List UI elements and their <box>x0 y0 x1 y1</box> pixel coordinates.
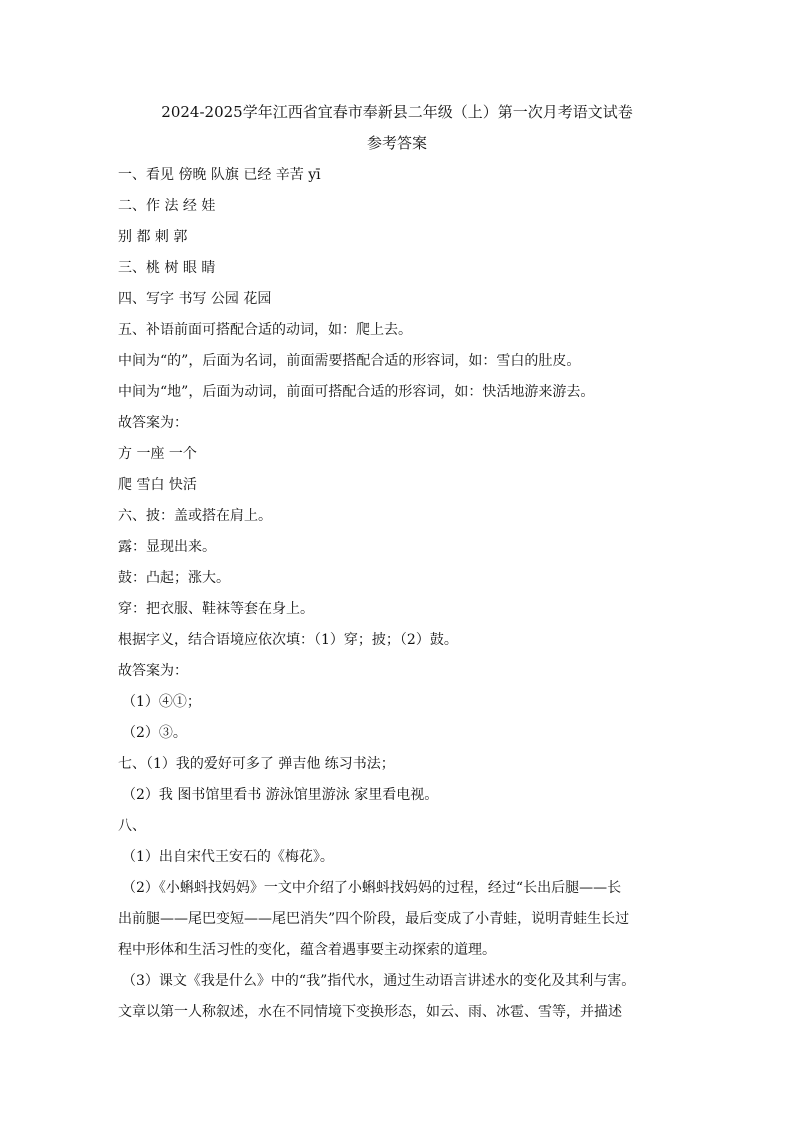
answer-line: 程中形体和生活习性的变化，蕴含着遇事要主动探索的道理。 <box>118 942 496 958</box>
answer-line: 故答案为： <box>118 663 188 679</box>
answer-line: （2）我 图书馆里看书 游泳馆里游泳 家里看电视。 <box>122 787 439 803</box>
answer-line: 穿：把衣服、鞋袜等套在身上。 <box>118 601 314 617</box>
document-title: 2024-2025学年江西省宜春市奉新县二年级（上）第一次月考语文试卷 <box>161 103 633 121</box>
answer-section-6: 六、披：盖或搭在肩上。 <box>118 508 272 524</box>
answer-section-7: 七、（1）我的爱好可多了 弹吉他 练习书法； <box>118 756 395 772</box>
answer-line: 爬 雪白 快活 <box>118 477 197 493</box>
answer-line: （2）《小蝌蚪找妈妈》一文中介绍了小蝌蚪找妈妈的过程，经过“长出后腿——长 <box>122 880 622 896</box>
answer-line: 文章以第一人称叙述，水在不同情境下变换形态，如云、雨、冰雹、雪等，并描述 <box>118 1004 622 1020</box>
answer-section-4: 四、写字 书写 公园 花园 <box>118 291 272 307</box>
answer-line: （1）出自宋代王安石的《梅花》。 <box>122 849 334 865</box>
answer-line: （2）③。 <box>122 725 187 741</box>
answer-line: 故答案为： <box>118 415 188 431</box>
answer-line: 出前腿——尾巴变短——尾巴消失”四个阶段，最后变成了小青蛙，说明青蛙生长过 <box>118 911 630 927</box>
answer-section-3: 三、桃 树 眼 睛 <box>118 260 216 276</box>
answer-line: 根据字义，结合语境应依次填：（1）穿；披；（2）鼓。 <box>118 632 458 648</box>
answer-line: 露：显现出来。 <box>118 539 216 555</box>
answer-line: 中间为“的”，后面为名词，前面需要搭配合适的形容词，如：雪白的肚皮。 <box>118 353 581 369</box>
answer-line: 中间为“地”，后面为动词，前面可搭配合适的形容词，如：快活地游来游去。 <box>118 384 595 400</box>
answer-section-8: 八、 <box>118 818 146 834</box>
answer-line: （1）④①； <box>122 694 201 710</box>
answer-line: （3）课文《我是什么》中的“我”指代水，通过生动语言讲述水的变化及其利与害。 <box>122 973 636 989</box>
answer-section-5: 五、补语前面可搭配合适的动词，如：爬上去。 <box>118 322 412 338</box>
answer-section-2: 二、作 法 经 娃 <box>118 198 216 214</box>
answer-line: 方 一座 一个 <box>118 446 197 462</box>
answer-section-1: 一、看见 傍晚 队旗 已经 辛苦 yī <box>118 167 321 183</box>
answer-line: 鼓：凸起；涨大。 <box>118 570 230 586</box>
document-subtitle: 参考答案 <box>366 134 427 152</box>
answer-line: 别 都 刺 郭 <box>118 229 188 245</box>
